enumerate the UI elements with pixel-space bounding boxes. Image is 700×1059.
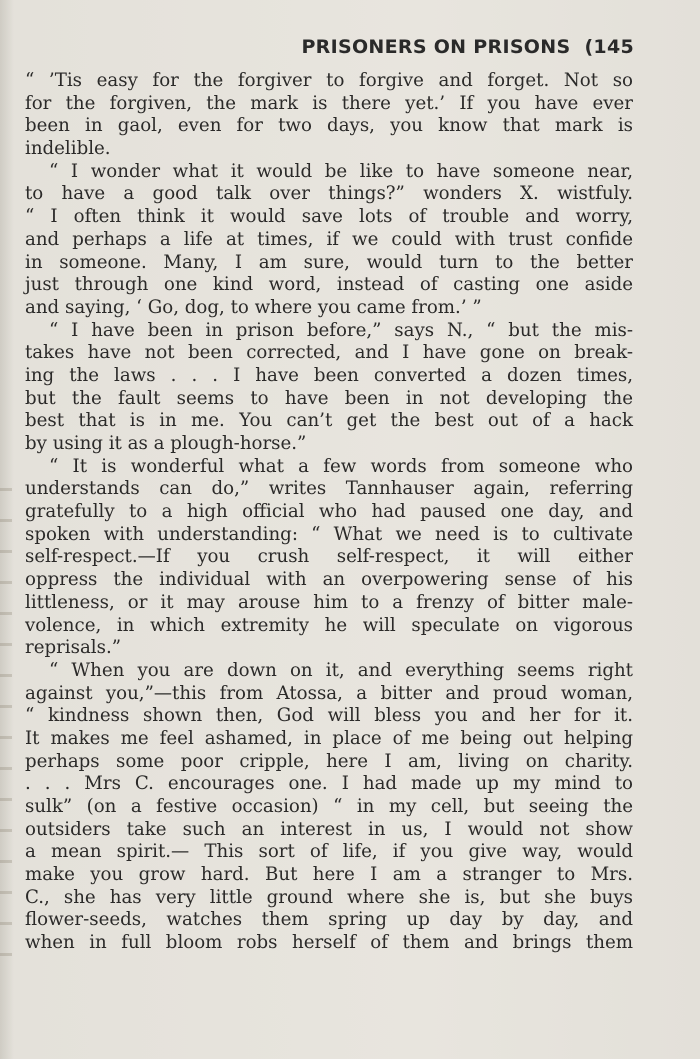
text-line: outsiders take such an interest in us, I would not show <box>25 818 633 840</box>
text-line: and saying, ‘ Go, dog, to where you came from.’ ” <box>25 296 482 318</box>
text-line: “ I often think it would save lots of trouble and worry, <box>25 206 633 228</box>
text-line: “ I have been in prison before,” says N., “ but the mis- <box>49 319 633 341</box>
text-line: spoken with understanding: “ What we need is to cultivate <box>25 523 633 545</box>
text-line: reprisals.” <box>25 637 122 659</box>
text-line: against you,”—this from Atossa, a bitter and proud woman, <box>25 682 633 704</box>
text-line: gratefully to a high official who had paused one day, and <box>25 501 633 523</box>
running-header <box>301 36 634 58</box>
text-line: understands can do,” writes Tannhauser again, referring <box>25 478 633 500</box>
text-line: sulk” (on a festive occasion) “ in my cell, but seeing the <box>25 796 633 817</box>
text-line: best that is in me. You can’t get the best out of a hack <box>25 410 633 432</box>
text-line: self-respect.—If you crush self-respect, it will either <box>25 546 633 568</box>
text-line: It makes me feel ashamed, in place of me being out helping <box>25 727 633 749</box>
text-line: . . . Mrs C. encourages one. I had made up my mind to <box>25 773 633 795</box>
text-line: perhaps some poor cripple, here I am, living on charity. <box>25 750 633 772</box>
text-line: for the forgiven, the mark is there yet.’ If you have ever <box>25 92 633 114</box>
running-title: PRISONERS ON PRISONS <box>301 36 571 58</box>
text-line: “ ’Tis easy for the forgiver to forgive and forget. Not so <box>25 70 633 91</box>
text-line: by using it as a plough-horse.” <box>25 433 307 454</box>
text-line: “ It is wonderful what a few words from someone who <box>49 455 633 477</box>
text-line: “ I wonder what it would be like to have someone near, <box>49 160 633 182</box>
body-text <box>25 70 633 955</box>
text-line: flower-seeds, watches them spring up day by day, and <box>25 909 633 931</box>
text-line: just through one kind word, instead of casting one aside <box>25 274 633 296</box>
page-edge <box>0 460 12 980</box>
text-line: make you grow hard. But here I am a stranger to Mrs. <box>25 864 633 886</box>
text-line: been in gaol, even for two days, you know that mark is <box>25 115 633 137</box>
text-line: indelible. <box>25 138 111 160</box>
text-line: littleness, or it may arouse him to a frenzy of bitter male- <box>25 591 633 613</box>
text-line: in someone. Many, I am sure, would turn to the better <box>25 251 633 273</box>
text-line: “ kindness shown then, God will bless you and her for it. <box>25 705 633 727</box>
text-line: and perhaps a life at times, if we could with trust confide <box>25 228 633 250</box>
text-line: oppress the individual with an overpowering sense of his <box>25 569 633 591</box>
text-line: C., she has very little ground where she is, but she buys <box>25 886 633 908</box>
text-line: to have a good talk over things?” wonders X. wistfuly. <box>25 183 633 205</box>
text-line: ing the laws . . . I have been converted a dozen times, <box>25 364 633 386</box>
text-line: volence, in which extremity he will speculate on vigorous <box>25 614 633 636</box>
text-line: “ When you are down on it, and everything seems right <box>49 659 633 681</box>
text-line: a mean spirit.— This sort of life, if you give way, would <box>25 841 633 863</box>
text-line: takes have not been corrected, and I have gone on break- <box>25 342 633 364</box>
text-line: when in full bloom robs herself of them and brings them <box>25 932 633 954</box>
page-number: (145 <box>584 36 634 58</box>
text-line: but the fault seems to have been in not developing the <box>25 387 633 409</box>
